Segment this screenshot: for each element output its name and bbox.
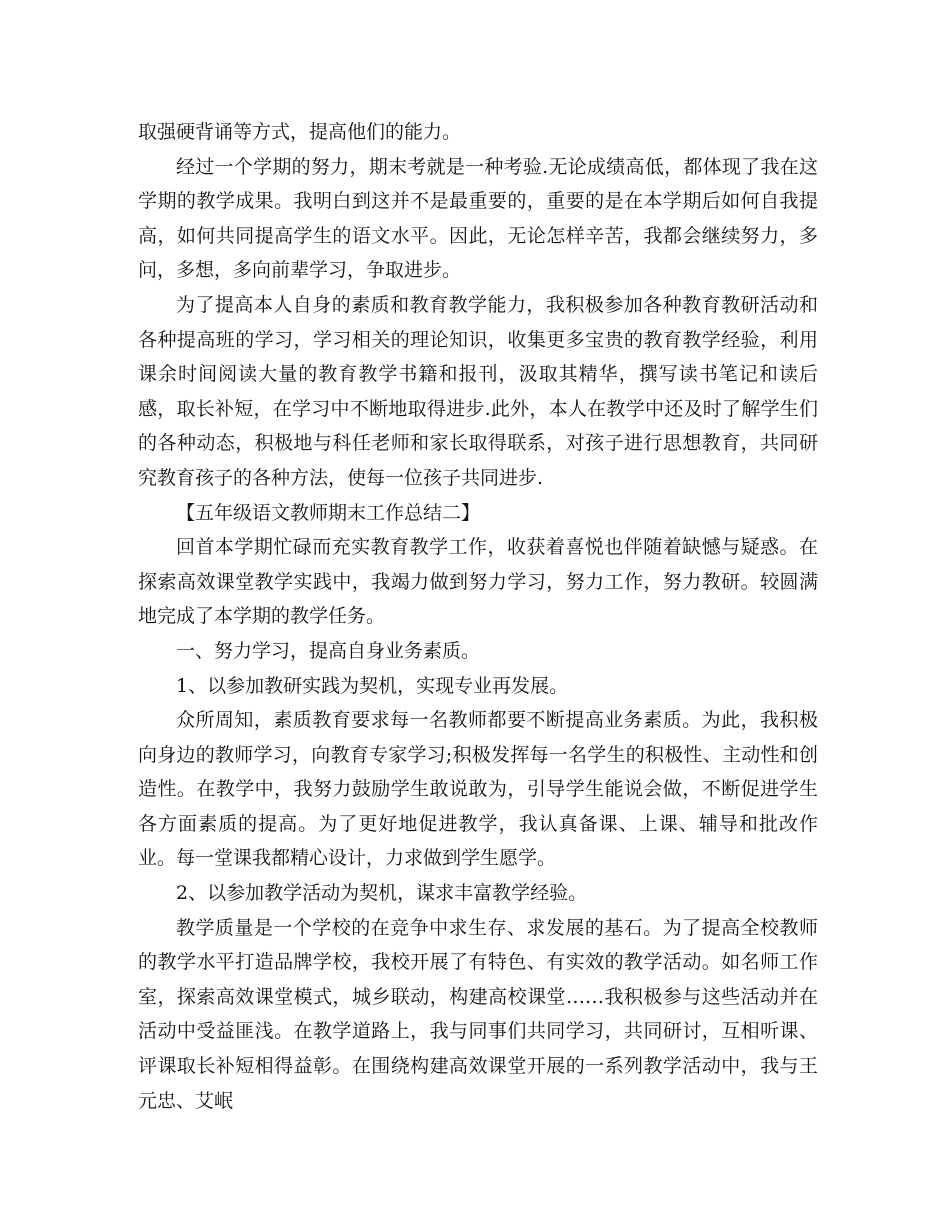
paragraph: 经过一个学期的努力，期末考就是一种考验.无论成绩高低，都体现了我在这学期的教学成果。我明白到这并不是最重要的，重要的是在本学期后如何自我提高，如何共同提高学生的语文水平。因此，无论怎样辛苦，我都会继续努力，多问，多想，多向前辈学习，争取进步。 [138, 155, 818, 282]
section-heading: 【五年级语文教师期末工作总结二】 [176, 501, 481, 524]
paragraph: 教学质量是一个学校的在竞争中求生存、求发展的基石。为了提高全校教师的教学水平打造品牌学校，我校开展了有特色、有实效的教学活动。如名师工作室，探索高效课堂模式，城乡联动，构建高校课堂……我积极参与这些活动并在活动中受益匪浅。在教学道路上，我与同事们共同学习，共同研讨，互相听课、评课取长补短相得益彰。在围绕构建高效课堂开展的一系列教学活动中，我与王元忠、艾岷 [138, 916, 818, 1112]
paragraph: 为了提高本人自身的素质和教育教学能力，我积极参加各种教育教研活动和各种提高班的学习，学习相关的理论知识，收集更多宝贵的教育教学经验，利用课余时间阅读大量的教育教学书籍和报刊，汲取其精华，撰写读书笔记和读后感，取长补短，在学习中不断地取得进步.此外，本人在教学中还及时了解学生们的各种动态，积极地与科任老师和家长取得联系，对孩子进行思想教育，共同研究教育孩子的各种方法，使每一位孩子共同进步. [138, 293, 818, 489]
paragraph: 取强硬背诵等方式，提高他们的能力。 [138, 121, 462, 143]
subsection-heading: 1、以参加教研实践为契机，实现专业再发展。 [176, 674, 569, 697]
subsection-heading: 一、努力学习，提高自身业务素质。 [176, 639, 481, 662]
paragraph: 众所周知，素质教育要求每一名教师都要不断提高业务素质。为此，我积极向身边的教师学习，向教育专家学习;积极发挥每一名学生的积极性、主动性和创造性。在教学中，我努力鼓励学生敢说敢为，引导学生能说会做，不断促进学生各方面素质的提高。为了更好地促进教学，我认真备课、上课、辅导和批改作业。每一堂课我都精心设计，力求做到学生愿学。 [138, 709, 818, 870]
document-body [138, 115, 818, 1118]
paragraph: 回首本学期忙碌而充实教育教学工作，收获着喜悦也伴随着缺憾与疑惑。在探索高效课堂教学实践中，我竭力做到努力学习，努力工作，努力教研。较圆满地完成了本学期的教学任务。 [138, 536, 818, 628]
subsection-heading: 2、以参加教学活动为契机，谋求丰富教学经验。 [176, 882, 588, 905]
